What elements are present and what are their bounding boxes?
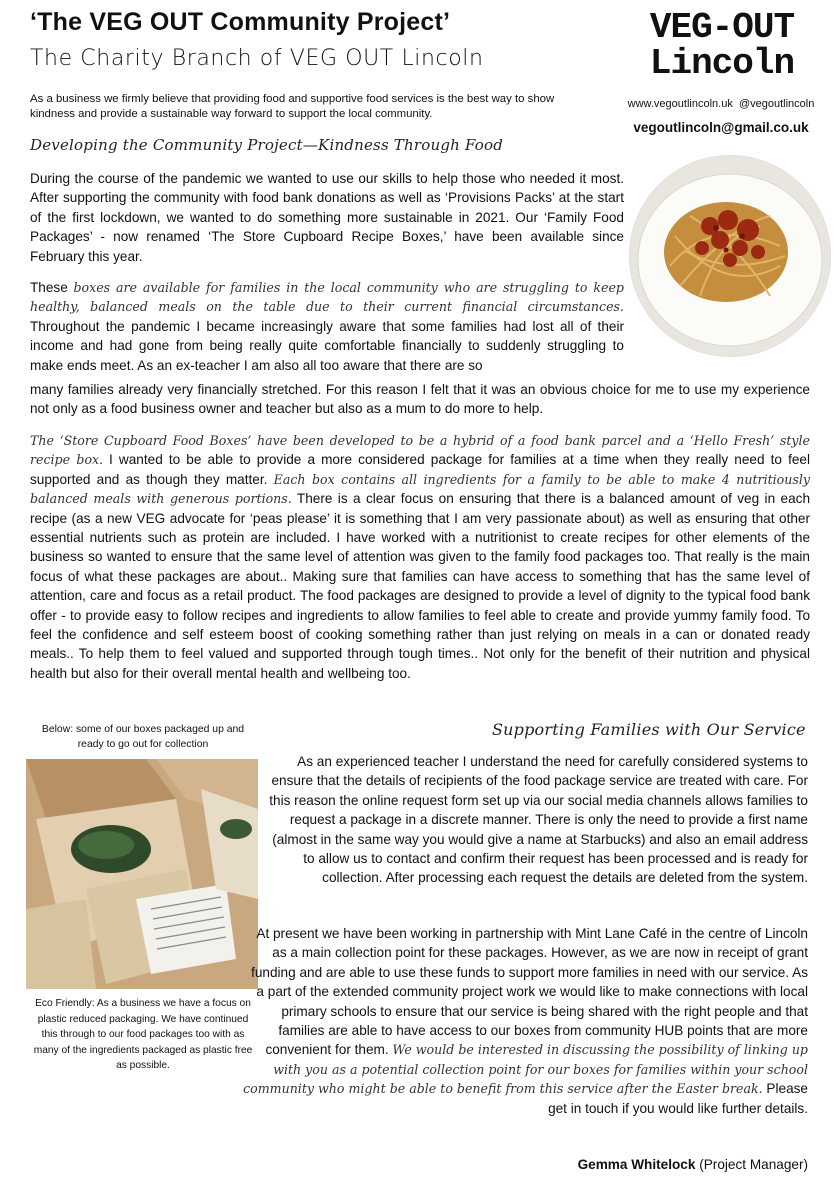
packaged-boxes-image: [26, 759, 258, 989]
paragraph-families-continued: many families already very financially stretched. For this reason I felt that it was an obvious choice for me to use my experience not only as a food business owner and teacher but also as a mum to do more to help.: [30, 382, 810, 417]
paragraph-request-process: As an experienced teacher I understand the need for carefully considered systems to ensure that the details of recipients of the food package service are treated with care. For this reason the online request form set up via our social media channels allows families to request a package in a discrete manner. There is only the need to provide a first name (almost in the same way you would give a name at Starbucks) and also an email address to allow us to contact and confirm their request has been processed and is ready for collection. After processing each request the details are deleted from the system.: [269, 754, 808, 886]
paragraph-partnership: [240, 924, 808, 1118]
schools-emphasis-text: We would be interested in discussing the possibility of linking up with you as a potential collection point for our boxes for families within your school community who might be able to benefit from this service after the Easter break.: [243, 1042, 808, 1097]
email-link[interactable]: vegoutlincoln@gmail.co.uk: [633, 120, 809, 135]
website-link[interactable]: www.vegoutlincoln.uk: [627, 98, 733, 110]
families-lead-text: These: [30, 280, 68, 295]
intro-text: As a business we firmly believe that providing food and supportive food services is the best way to show kindness and provide a sustainable way forward to support the local community.: [30, 93, 555, 120]
pasta-photo: [629, 155, 831, 357]
photo-caption-bottom: Eco Friendly: As a business we have a focus on plastic reduced packaging. We have continued this through to our food packages too with as many of the ingredients packaged as plastic free as possible.: [33, 998, 253, 1072]
web-links: [605, 98, 837, 110]
page-subtitle: The Charity Branch of VEG OUT Lincoln: [30, 46, 484, 71]
spaghetti-plate-image: [630, 156, 830, 356]
photo-caption-top: Below: some of our boxes packaged up and ready to go out for collection: [41, 724, 245, 750]
hybrid-emphasis-text: The ‘Store Cupboard Food Boxes’ have been developed to be a hybrid of a food bank parcel and a ‘Hello Fresh’ style recipe box: [30, 433, 810, 468]
signature-name: Gemma Whitelock: [577, 1157, 696, 1172]
focus-text: There is a clear focus on ensuring that there is a balanced amount of veg in each recipe (as a new VEG advocate for ‘peas please’ it is something that I am very passionate about) as well as ensuring that other essential nutrients such as protein are included. I have worked with a nutritionist to create recipes for other elements of the business so wanted to ensure that the same level of attention was given to the family food packages too. That really is the main focus of what these packages are about.. Making sure that families can have access to something that has the same level of attention, care and focus as a retail product. The food packages are designed to provide a level of dignity to the typical food bank offer - to provide easy to follow recipes and ingredients to allow families to feel able to create and provide yummy family food. To feel the confidence and self esteem boost of cooking something rather than just relying on meals in a can or donated ready meals.. To help them to feel valued and supported through tough times.. Not only for the benefit of their nutrition and physical health but also for their overall mental health and wellbeing too.: [30, 491, 811, 681]
section-heading-developing: Developing the Community Project—Kindness Through Food: [30, 136, 504, 154]
boxes-photo: [26, 759, 258, 989]
families-rest-text: Throughout the pandemic I became increasingly aware that some families had lost all of their income and had gone from being really quite comfortable financially to suddenly struggling to make ends meet. As an ex-teacher I am also all too aware that there are so: [30, 318, 624, 373]
considered-package-text: . I wanted to be able to provide a more considered package for families at a time when they really need to feel supported and as though they matter.: [30, 452, 810, 487]
logo-line-1: VEG-OUT: [649, 7, 795, 48]
paragraph-pandemic: During the course of the pandemic we wanted to use our skills to help those who needed it most. After supporting the community with food bank donations as well as ‘Provisions Packs’ at the start of the first lockdown, we wanted to do something more sustainable in 2021. Our ‘Family Food Packages’ - now renamed ‘The Store Cupboard Recipe Boxes,’ have been available since February this year.: [30, 171, 624, 264]
paragraph-families: [30, 278, 624, 375]
signature-role: (Project Manager): [699, 1157, 808, 1172]
veg-out-logo: [612, 7, 832, 84]
families-emphasis-text: boxes are available for families in the local community who are struggling to keep healthy, balanced meals on the table due to their current financial circumstances.: [30, 280, 624, 315]
signature: [520, 1157, 808, 1172]
social-handle[interactable]: @vegoutlincoln: [738, 98, 815, 110]
page-title: ‘The VEG OUT Community Project’: [30, 8, 451, 36]
section-heading-supporting: Supporting Families with Our Service: [492, 720, 806, 739]
paragraph-store-cupboard: [30, 431, 810, 683]
logo-line-2: Lincoln: [649, 43, 795, 84]
get-in-touch-text: Please get in touch if you would like further details.: [548, 1081, 808, 1116]
partnership-text: At present we have been working in partnership with Mint Lane Café in the centre of Lincoln as a main collection point for these packages. However, as we are now in receipt of grant funding and are able to use these funds to support more families in need with our service. As a part of the extended community project work we would like to make connections with local primary schools to ensure that our service is being shared with the right people and that families are able to have access to our boxes from community HUB points that are more convenient for them.: [251, 926, 808, 1058]
ingredients-emphasis-text: Each box contains all ingredients for a family to be able to make 4 nutritiously balanced meals with generous portions.: [30, 471, 810, 507]
